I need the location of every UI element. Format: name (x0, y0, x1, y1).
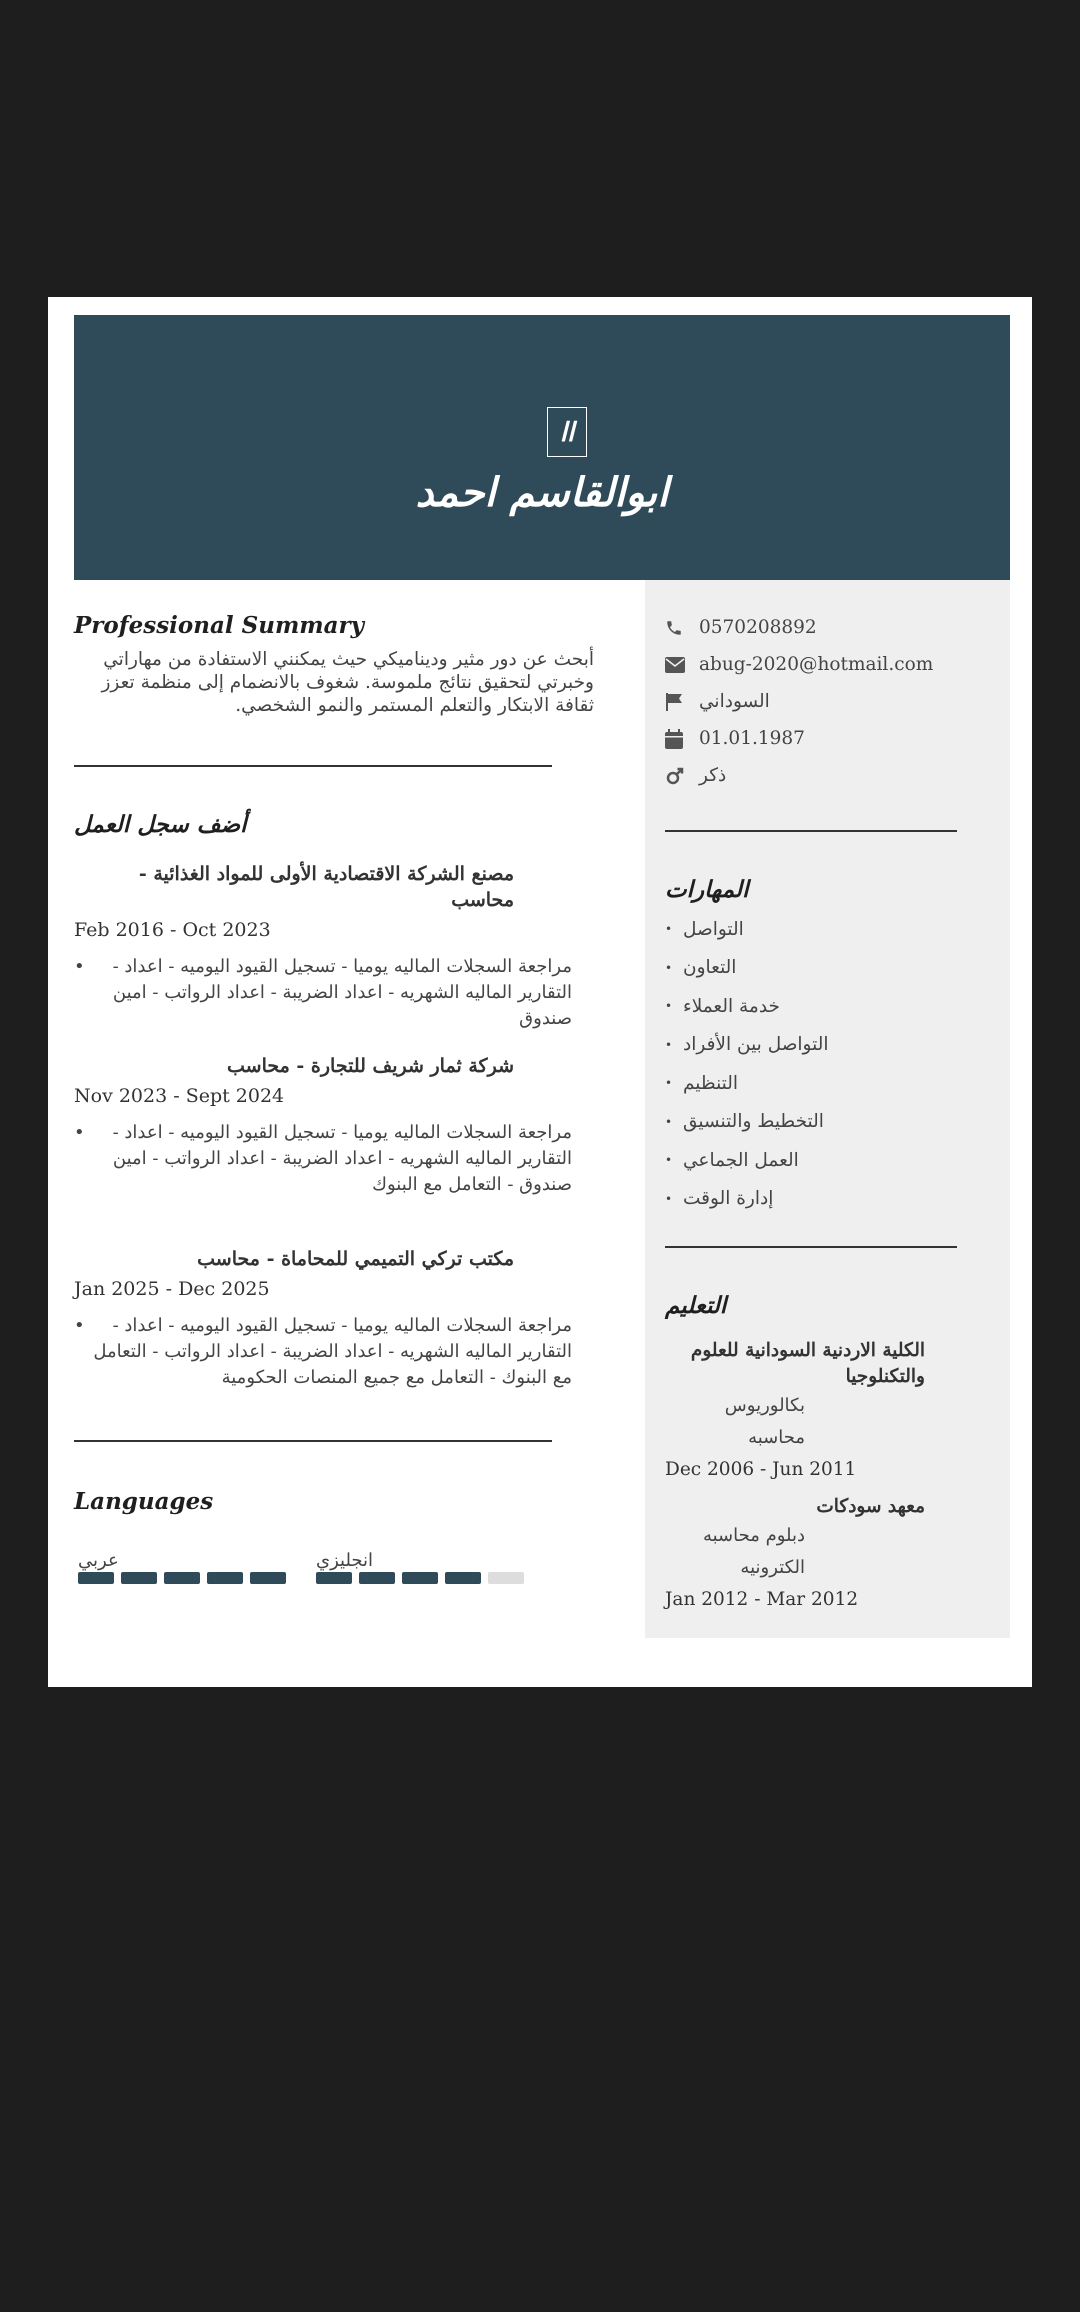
section-divider (74, 765, 552, 767)
skill-item (665, 1064, 828, 1103)
bullet: • (665, 960, 673, 975)
bullet: • (665, 1076, 673, 1091)
education-dates: Dec 2006 - Jun 2011 (665, 1459, 857, 1480)
job-dates: Jan 2025 - Dec 2025 (74, 1278, 270, 1300)
level-bar-filled (164, 1572, 200, 1584)
job-description (74, 1120, 594, 1198)
gender-male-icon (665, 766, 699, 786)
job-description-text: مراجعة السجلات الماليه يوميا - تسجيل القيود اليوميه - اعداد - التقارير الماليه الشهريه - اعداد الضريبة - اعداد الرواتب - امين صندوق - التعامل مع البنوك (112, 1122, 572, 1195)
job-title: مصنع الشركة الاقتصادية الأولى للمواد الغذائية - محاسب (138, 863, 514, 911)
calendar-icon (665, 729, 699, 749)
languages-title: Languages (74, 1488, 214, 1515)
school-name: الكلية الاردنية السودانية للعلوم والتكنلوجيا (690, 1340, 925, 1387)
level-bar-filled (445, 1572, 481, 1584)
contact-gender (665, 757, 933, 794)
skill-label: العمل الجماعي (683, 1149, 799, 1171)
section-divider (665, 1246, 957, 1248)
gender: ذكر (699, 765, 727, 786)
skill-item (665, 1103, 828, 1142)
language-level (316, 1572, 524, 1584)
bullet: • (665, 999, 673, 1014)
bullet: • (74, 1122, 85, 1143)
email-address: abug-2020@hotmail.com (699, 654, 934, 675)
skill-item (665, 1141, 828, 1180)
phone-icon (665, 618, 699, 638)
level-bar-filled (78, 1572, 114, 1584)
language-label: عربي (78, 1550, 119, 1571)
job-entry (74, 1053, 594, 1198)
skill-item (665, 1026, 828, 1065)
education-title: التعليم (665, 1292, 727, 1319)
language-item (316, 1550, 524, 1584)
skill-label: إدارة الوقت (683, 1188, 774, 1210)
resume-page (48, 297, 1032, 1687)
education-dates: Jan 2012 - Mar 2012 (665, 1589, 859, 1610)
level-bar-filled (207, 1572, 243, 1584)
skill-item (665, 1180, 828, 1219)
bullet: • (665, 922, 673, 937)
job-description (74, 954, 594, 1032)
bullet: • (74, 956, 85, 977)
envelope-icon (665, 655, 699, 675)
contact-birthdate (665, 720, 933, 757)
summary-title: Professional Summary (74, 612, 365, 639)
monogram: اا (547, 407, 587, 457)
candidate-name: ابوالقاسم احمد (415, 469, 669, 516)
job-description-text: مراجعة السجلات الماليه يوميا - تسجيل القيود اليوميه - اعداد - التقارير الماليه الشهريه - اعداد الضريبة - اعداد الرواتب - التعامل مع البنوك - التعامل مع جميع المنصات الحكومية (93, 1315, 572, 1388)
job-title: مكتب تركي التميمي للمحاماة - محاسب (197, 1248, 514, 1270)
nationality: السوداني (699, 691, 770, 712)
bullet: • (665, 1191, 673, 1206)
bullet: • (665, 1153, 673, 1168)
contact-phone (665, 609, 933, 646)
degree: دبلوم محاسبه الكترونيه (702, 1525, 805, 1578)
section-divider (74, 1440, 552, 1442)
job-entry (74, 1246, 594, 1391)
section-divider (665, 830, 957, 832)
skill-label: خدمة العملاء (683, 995, 780, 1017)
bullet: • (665, 1114, 673, 1129)
phone-number: 0570208892 (699, 617, 817, 638)
language-item (78, 1550, 286, 1584)
school-name: معهد سودكات (816, 1496, 925, 1517)
degree: بكالوريوس محاسبه (724, 1395, 805, 1448)
skill-label: التعاون (683, 957, 737, 979)
flag-icon (665, 692, 699, 712)
level-bar-filled (316, 1572, 352, 1584)
skill-item (665, 949, 828, 988)
level-bar-filled (250, 1572, 286, 1584)
work-history-title: أضف سجل العمل (74, 811, 247, 838)
language-level (78, 1572, 286, 1584)
skill-item (665, 987, 828, 1026)
language-label: انجليزي (316, 1550, 374, 1571)
birthdate: 01.01.1987 (699, 728, 805, 749)
contact-list (665, 609, 933, 794)
job-entry (74, 861, 594, 1032)
skills-list (665, 910, 828, 1218)
skill-item (665, 910, 828, 949)
job-description-text: مراجعة السجلات الماليه يوميا - تسجيل القيود اليوميه - اعداد - التقارير الماليه الشهريه - اعداد الضريبة - اعداد الرواتب - امين صندوق (112, 956, 572, 1029)
summary-text: أبحث عن دور مثير وديناميكي حيث يمكنني الاستفادة من مهاراتي وخبرتي لتحقيق نتائج ملموسة. شغوف بالانضمام إلى منظمة تعزز ثقافة الابتكار والتعلم المستمر والنمو الشخصي. (101, 649, 594, 716)
skill-label: التواصل (683, 918, 744, 940)
contact-nationality (665, 683, 933, 720)
job-dates: Nov 2023 - Sept 2024 (74, 1085, 285, 1107)
sidebar (645, 580, 1010, 1638)
level-bar-empty (488, 1572, 524, 1584)
job-description (74, 1313, 594, 1391)
skills-title: المهارات (665, 876, 749, 903)
level-bar-filled (359, 1572, 395, 1584)
skill-label: التنظيم (683, 1072, 739, 1094)
job-title: شركة ثمار شريف للتجارة - محاسب (227, 1055, 514, 1077)
resume-header (74, 315, 1010, 580)
education-entry (665, 1338, 975, 1486)
bullet: • (665, 1037, 673, 1052)
level-bar-filled (402, 1572, 438, 1584)
job-dates: Feb 2016 - Oct 2023 (74, 919, 271, 941)
skill-label: التواصل بين الأفراد (683, 1034, 829, 1056)
education-entry (665, 1494, 975, 1616)
skill-label: التخطيط والتنسيق (683, 1111, 824, 1133)
bullet: • (74, 1315, 85, 1336)
contact-email (665, 646, 933, 683)
level-bar-filled (121, 1572, 157, 1584)
